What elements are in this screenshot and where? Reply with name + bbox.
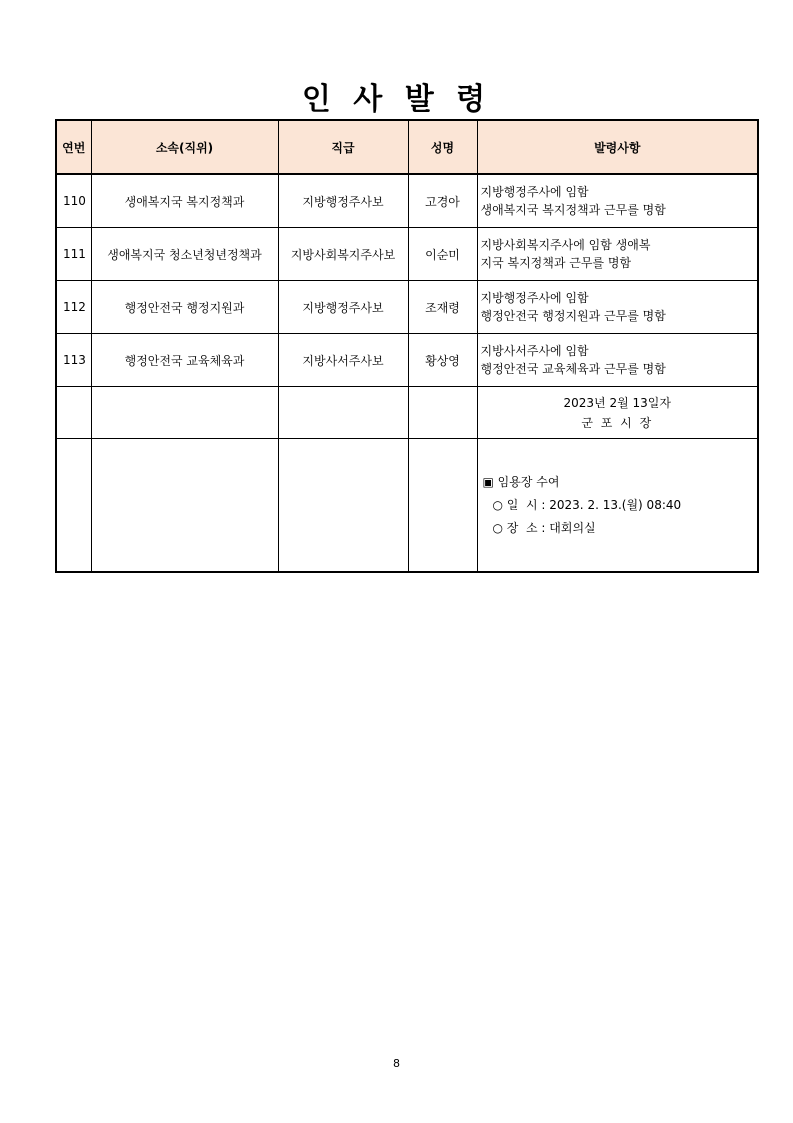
page-number: 8 xyxy=(393,1057,400,1070)
table-row xyxy=(56,334,758,387)
table-row xyxy=(56,281,758,334)
row-order xyxy=(477,281,758,334)
empty-cell xyxy=(278,439,408,573)
ceremony-row xyxy=(56,439,758,573)
page-title: 인 사 발 령 xyxy=(301,82,492,117)
row-dept: 행정안전국 행정지원과 xyxy=(91,281,278,334)
row-dept: 생애복지국 청소년청년정책과 xyxy=(91,228,278,281)
row-grade: 지방사회복지주사보 xyxy=(278,228,408,281)
row-no: 111 xyxy=(56,228,91,281)
row-name: 조재령 xyxy=(408,281,477,334)
row-dept: 행정안전국 교육체육과 xyxy=(91,334,278,387)
row-grade: 지방행정주사보 xyxy=(278,281,408,334)
header-order: 발령사항 xyxy=(477,120,758,174)
row-name: 고경아 xyxy=(408,174,477,228)
ceremony-cell xyxy=(477,439,758,573)
empty-cell xyxy=(91,439,278,573)
row-no: 110 xyxy=(56,174,91,228)
row-no: 112 xyxy=(56,281,91,334)
row-name: 황상영 xyxy=(408,334,477,387)
row-grade: 지방행정주사보 xyxy=(278,174,408,228)
ceremony-heading: ▣ 임용장 수여 xyxy=(482,474,560,489)
row-no: 113 xyxy=(56,334,91,387)
order-date: 2023년 2월 13일자 xyxy=(563,395,671,410)
row-order-line: 행정안전국 교육체육과 근무를 명함 xyxy=(480,362,666,376)
empty-cell xyxy=(56,387,91,439)
empty-cell xyxy=(408,387,477,439)
table-row xyxy=(56,174,758,228)
row-order-line: 생애복지국 복지정책과 근무를 명함 xyxy=(480,203,666,217)
date-row xyxy=(56,387,758,439)
row-order xyxy=(477,228,758,281)
row-order-line: 지방사서주사에 임함 xyxy=(480,344,589,358)
table-header-row xyxy=(56,120,758,174)
header-grade: 직급 xyxy=(278,120,408,174)
personnel-table xyxy=(55,119,759,573)
row-order-line: 행정안전국 행정지원과 근무를 명함 xyxy=(480,309,666,323)
row-grade: 지방사서주사보 xyxy=(278,334,408,387)
date-issuer-cell xyxy=(477,387,758,439)
empty-cell xyxy=(408,439,477,573)
row-order-line: 지방사회복지주사에 임함 생애복 xyxy=(480,238,651,252)
row-name: 이순미 xyxy=(408,228,477,281)
row-order-line: 지국 복지정책과 근무를 명함 xyxy=(480,256,632,270)
ceremony-place: ○ 장 소 : 대회의실 xyxy=(492,520,596,535)
row-dept: 생애복지국 복지정책과 xyxy=(91,174,278,228)
header-dept: 소속(직위) xyxy=(91,120,278,174)
empty-cell xyxy=(56,439,91,573)
row-order-line: 지방행정주사에 임함 xyxy=(480,291,589,305)
table-row xyxy=(56,228,758,281)
empty-cell xyxy=(91,387,278,439)
ceremony-time: ○ 일 시 : 2023. 2. 13.(월) 08:40 xyxy=(492,497,682,512)
issuer: 군 포 시 장 xyxy=(581,415,654,430)
row-order xyxy=(477,334,758,387)
empty-cell xyxy=(278,387,408,439)
header-no: 연번 xyxy=(56,120,91,174)
header-name: 성명 xyxy=(408,120,477,174)
row-order xyxy=(477,174,758,228)
row-order-line: 지방행정주사에 임함 xyxy=(480,185,589,199)
